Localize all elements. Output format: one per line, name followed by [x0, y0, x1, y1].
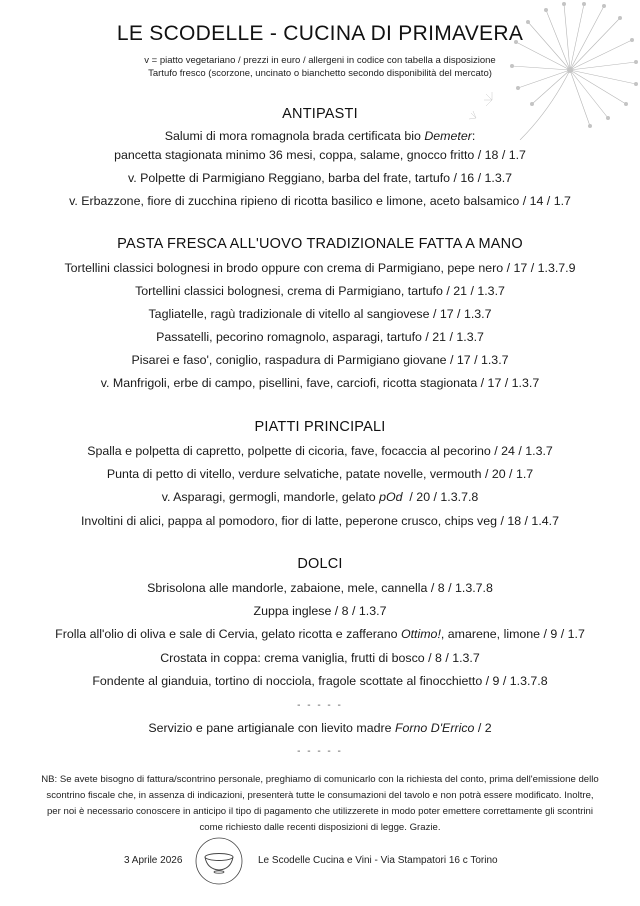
service-line	[0, 721, 640, 735]
item-text-italic: pOd	[379, 490, 403, 504]
menu-item: Tortellini classici bolognesi in brodo oppure con crema di Parmigiano, pepe nero / 17 / 1.3.7.9	[64, 261, 576, 275]
menu-item: Fondente al gianduia, tortino di nocciola, fragole scottate al finocchietto / 9 / 1.3.7.8	[92, 674, 548, 688]
section-heading-principali: PIATTI PRINCIPALI	[254, 419, 386, 435]
menu-item: v. Manfrigoli, erbe di campo, pisellini, fave, carciofi, ricotta stagionata / 17 / 1.3.7	[100, 376, 540, 390]
menu-item: pancetta stagionata minimo 36 mesi, coppa, salame, gnocco fritto / 18 / 1.7	[114, 148, 526, 162]
item-text-italic: Ottimo!	[400, 627, 441, 641]
item-text: v. Asparagi, germogli, mandorle, gelato	[161, 490, 380, 504]
page-title: LE SCODELLE - CUCINA DI PRIMAVERA	[116, 22, 524, 45]
menu-item	[0, 490, 640, 504]
section-heading-antipasti: ANTIPASTI	[282, 106, 358, 122]
separator: - - - - -	[297, 700, 343, 711]
menu-item: Sbrisolona alle mandorle, zabaione, mele, cannella / 8 / 1.3.7.8	[147, 581, 493, 595]
item-text: Servizio e pane artigianale con lievito madre	[148, 721, 395, 735]
truffle-note: Tartufo fresco (scorzone, uncinato o bianchetto secondo disponibilità del mercato)	[148, 68, 492, 79]
menu-item: v. Polpette di Parmigiano Reggiano, barba del frate, tartufo / 16 / 1.3.7	[127, 171, 513, 185]
footer-date: 3 Aprile 2026	[124, 855, 183, 866]
bowl-icon	[194, 836, 244, 886]
menu-item: v. Erbazzone, fiore di zucchina ripieno di ricotta basilico e limone, aceto balsamico / 14 / 1.7	[69, 194, 571, 208]
nb-note: NB: Se avete bisogno di fattura/scontrino personale, preghiamo di comunicarlo con la richiesta del conto, prima dell'emissione dello scontrino fiscale che, in assenza di indicazioni, presenterà tutte le consumazioni del tavolo e non potrà essere modificato. Inoltre, per noi è necessario conoscere in anticipo il tipo di pagamento che utilizzerete in modo poter emettere correttamente gli scontrini come richiesto dalle recenti disposizioni di legge. Grazie.	[41, 774, 599, 833]
menu-item: Tortellini classici bolognesi, crema di Parmigiano, tartufo / 21 / 1.3.7	[135, 284, 505, 298]
item-text: :	[471, 129, 476, 143]
section-heading-pasta: PASTA FRESCA ALL'UOVO TRADIZIONALE FATTA A MANO	[117, 236, 523, 252]
item-text: / 20 / 1.3.7.8	[402, 490, 479, 504]
legend-line: v = piatto vegetariano / prezzi in euro / allergeni in codice con tabella a disposizione	[144, 55, 496, 66]
menu-item: Tagliatelle, ragù tradizionale di vitello al sangiovese / 17 / 1.3.7	[148, 307, 492, 321]
separator: - - - - -	[297, 746, 343, 757]
menu-item	[0, 129, 640, 143]
item-text: Frolla all'olio di oliva e sale di Cervia, gelato ricotta e zafferano	[55, 627, 401, 641]
item-text-italic: Demeter	[424, 129, 472, 143]
item-text: Salumi di mora romagnola brada certificata bio	[164, 129, 425, 143]
item-text: / 2	[474, 721, 492, 735]
menu-item: Zuppa inglese / 8 / 1.3.7	[253, 604, 387, 618]
item-text-italic: Forno D'Errico	[394, 721, 475, 735]
menu-item: Spalla e polpetta di capretto, polpette di cicoria, fave, focaccia al pecorino / 24 / 1.3.7	[87, 444, 553, 458]
section-heading-dolci: DOLCI	[297, 556, 343, 572]
menu-item: Passatelli, pecorino romagnolo, asparagi, tartufo / 21 / 1.3.7	[156, 330, 484, 344]
menu-item: Crostata in coppa: crema vaniglia, frutti di bosco / 8 / 1.3.7	[160, 651, 480, 665]
item-text: , amarene, limone / 9 / 1.7	[440, 627, 585, 641]
menu-item: Punta di petto di vitello, verdure selvatiche, patate novelle, vermouth / 20 / 1.7	[106, 467, 534, 481]
footer-address: Le Scodelle Cucina e Vini - Via Stampatori 16 c Torino	[258, 855, 498, 866]
menu-item: Pisarei e faso', coniglio, raspadura di Parmigiano giovane / 17 / 1.3.7	[131, 353, 509, 367]
menu-item	[0, 627, 640, 641]
menu-item: Involtini di alici, pappa al pomodoro, fior di latte, peperone crusco, chips veg / 18 / 1.4.7	[80, 514, 559, 528]
